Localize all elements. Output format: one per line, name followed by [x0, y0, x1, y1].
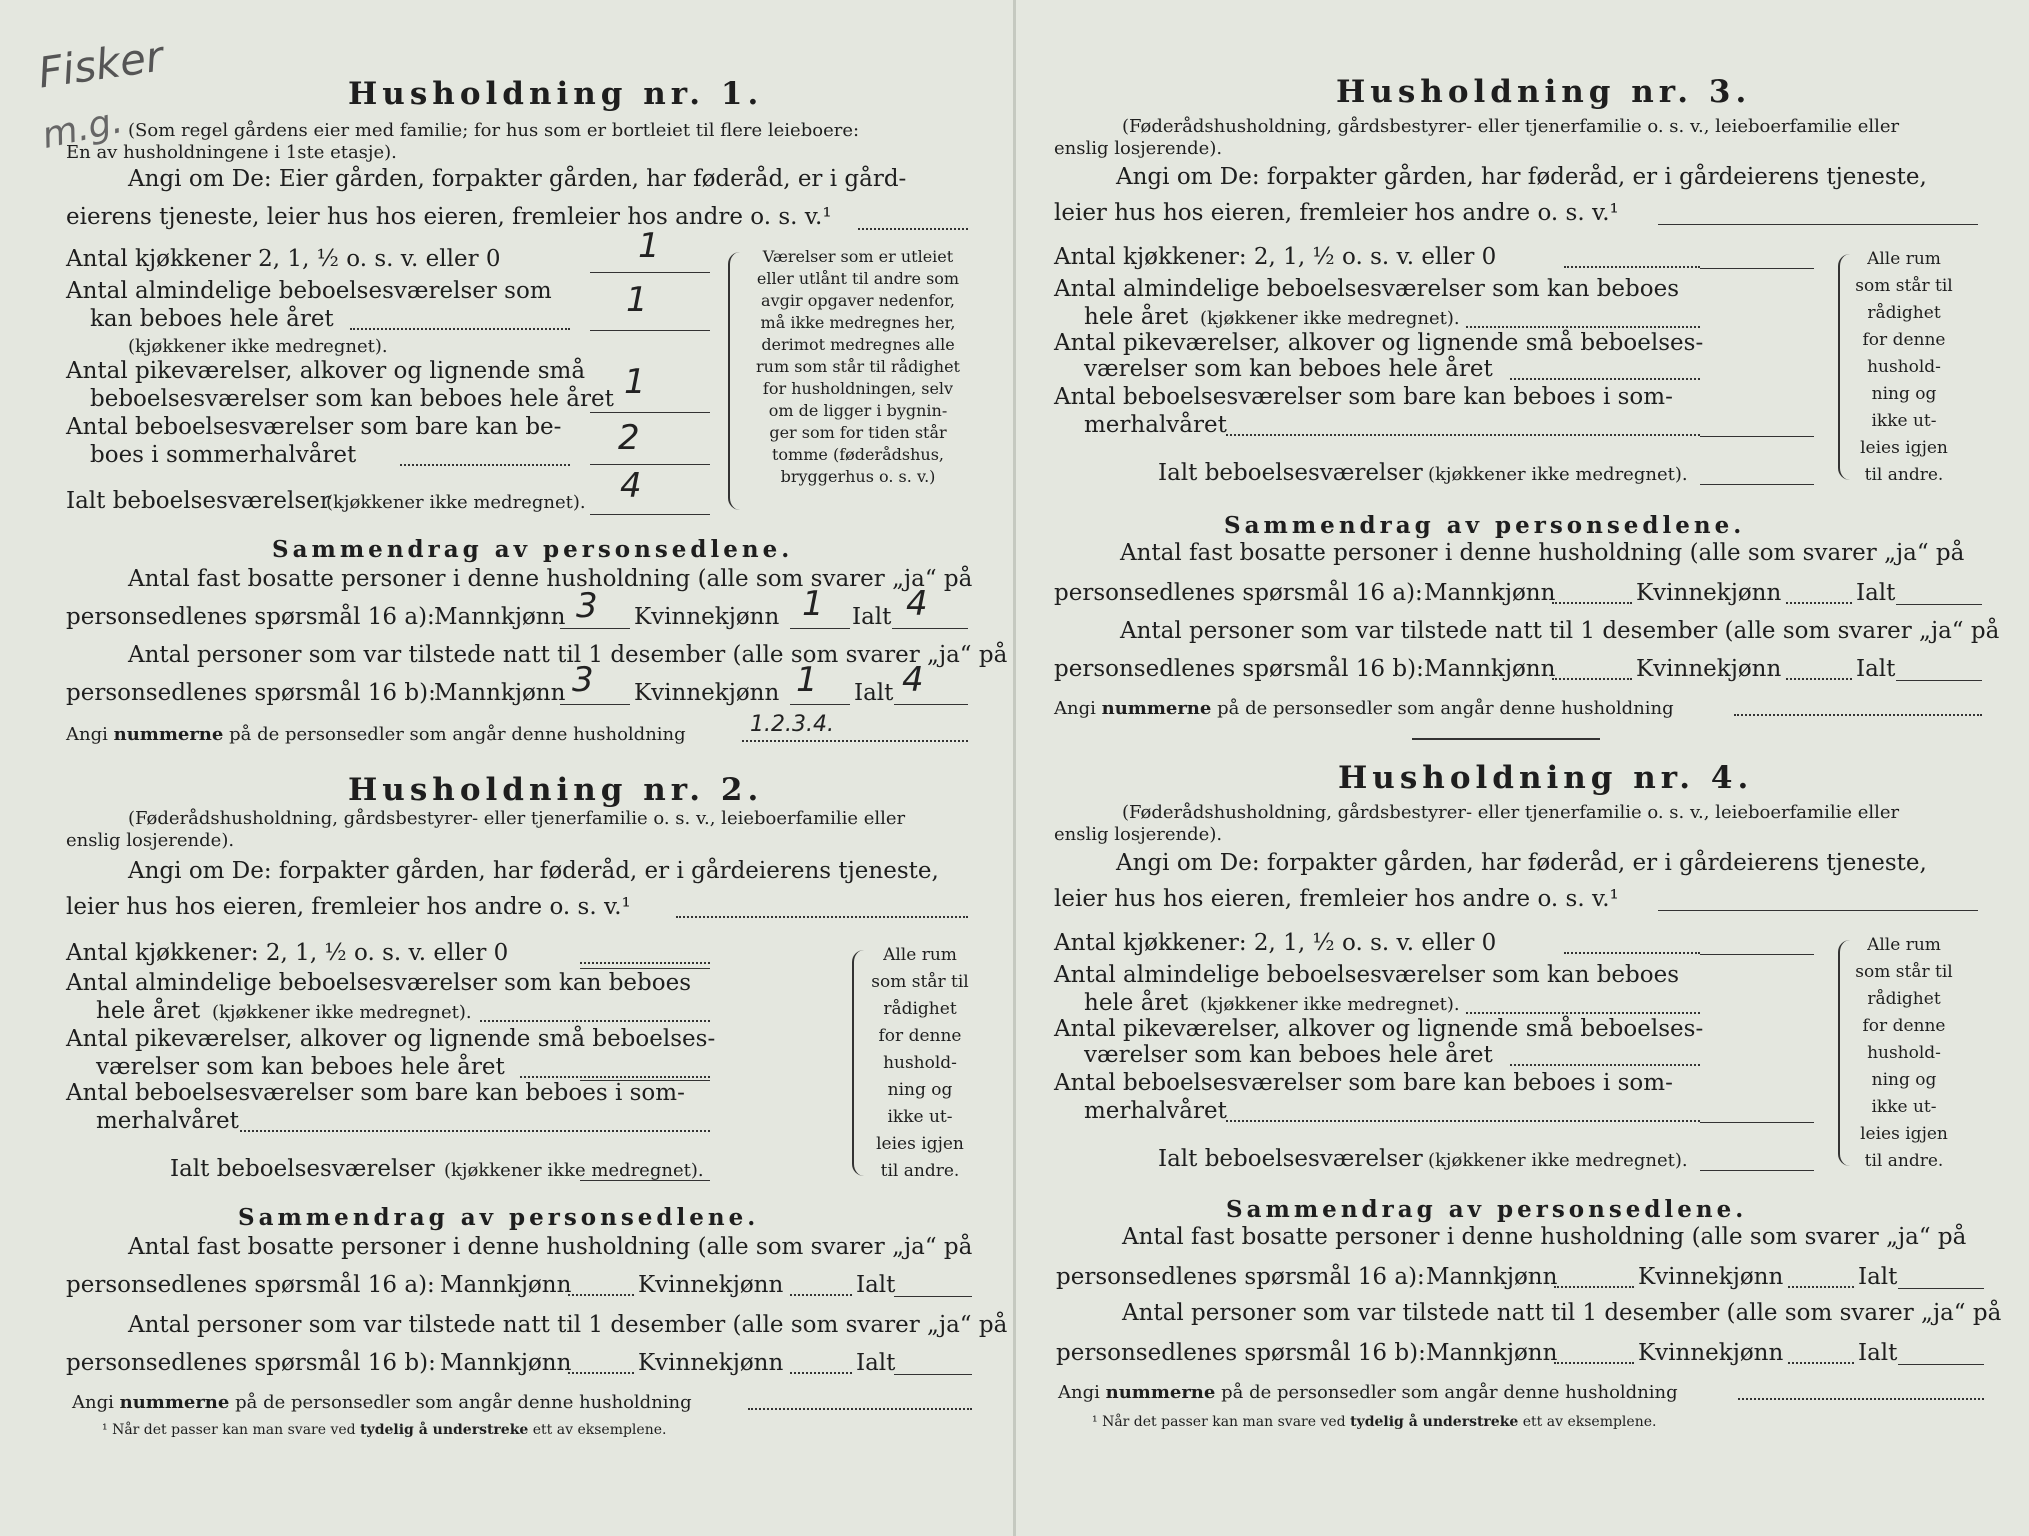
h1-row-pike-line2: beboelsesværelser som kan beboes hele året: [90, 386, 614, 412]
h1-16a-kvinne-label: Kvinnekjønn: [634, 604, 780, 630]
h3-kjokken-dots: [1564, 266, 1700, 268]
footnote-text-end: ett av eksemplene.: [1522, 1414, 1657, 1430]
note-line: avgir opgaver nedenfor,: [761, 291, 955, 310]
note-line: leies igjen: [1860, 438, 1948, 458]
h3-summary-16a-label: personsedlenes spørsmål 16 a):: [1054, 580, 1423, 606]
note-line: for denne: [1862, 1016, 1946, 1036]
h4-16b-mann-label: Mannkjønn: [1426, 1340, 1558, 1366]
h1-16a-mann-line: [560, 628, 630, 629]
h1-angi-line2: eierens tjeneste, leier hus hos eieren, fremleier hos andre o. s. v.¹: [66, 204, 832, 230]
footnote-bold: tydelig å understreke: [360, 1422, 529, 1438]
h4-16a-mann-label: Mannkjønn: [1426, 1264, 1558, 1290]
h4-row-som-line2: merhalvåret: [1084, 1098, 1227, 1124]
h3-row-alm-line2-note: (kjøkkener ikke medregnet).: [1200, 308, 1460, 329]
h1-hw-alm: 1: [626, 280, 648, 320]
h2-row-pike-line1: Antal pikeværelser, alkover og lignende små beboelses-: [66, 1026, 716, 1052]
h4-16b-kvinne-label: Kvinnekjønn: [1638, 1340, 1784, 1366]
h4-side-note: [1844, 932, 1964, 1175]
h2-summary-line1: Antal fast bosatte personer i denne husholdning (alle som svarer „ja“ på: [128, 1234, 973, 1260]
h2-16a-kvinne-label: Kvinnekjønn: [638, 1272, 784, 1298]
h1-16b-ialt-line: [894, 704, 968, 705]
h3-row-kjokken: Antal kjøkkener: 2, 1, ½ o. s. v. eller 0: [1054, 244, 1497, 270]
h2-row-som-line1: Antal beboelsesværelser som bare kan beboes i som-: [66, 1080, 685, 1106]
h2-row-alm-line2-note: (kjøkkener ikke medregnet).: [212, 1002, 472, 1023]
h1-16b-mann-label: Mannkjønn: [434, 680, 566, 706]
note-line: rådighet: [883, 999, 957, 1019]
h1-hw-kjokken: 1: [638, 226, 660, 266]
h2-angi-nummerne: [72, 1392, 692, 1413]
h4-pike-dots: [1510, 1064, 1700, 1066]
nummerne-word: nummerne: [119, 1392, 230, 1413]
h1-row-kjokken: Antal kjøkkener 2, 1, ½ o. s. v. eller 0: [66, 246, 501, 272]
h4-row-ialt-note: (kjøkkener ikke medregnet).: [1428, 1150, 1688, 1171]
h2-row-som-line2: merhalvåret: [96, 1108, 239, 1134]
note-line: rådighet: [1867, 989, 1941, 1009]
h3-title: Husholdning nr. 3.: [1336, 74, 1752, 110]
h4-row-pike-line1: Antal pikeværelser, alkover og lignende små beboelses-: [1054, 1016, 1704, 1042]
h3-angi-line2: leier hus hos eieren, fremleier hos andre o. s. v.¹: [1054, 200, 1619, 226]
h3-16b-ialt-line: [1896, 680, 1982, 681]
h2-row-kjokken: Antal kjøkkener: 2, 1, ½ o. s. v. eller 0: [66, 940, 509, 966]
left-footnote: [102, 1422, 666, 1438]
note-line: ikke ut-: [1871, 411, 1937, 431]
h3-ialt-answer-line: [1700, 484, 1814, 485]
left-page: [0, 0, 1013, 1536]
note-line: for denne: [1862, 330, 1946, 350]
h4-16a-ialt-label: Ialt: [1858, 1264, 1898, 1290]
h1-summary-line3: Antal personer som var tilstede natt til 1 desember (alle som svarer „ja“ på: [128, 642, 1008, 668]
h2-angi-line2: leier hus hos eieren, fremleier hos andre o. s. v.¹: [66, 894, 631, 920]
h2-summary-title: Sammendrag av personsedlene.: [238, 1204, 760, 1231]
h2-row-ialt-note: (kjøkkener ikke medregnet).: [444, 1160, 704, 1181]
h3-som-dots: [1226, 434, 1700, 436]
h2-side-note: [860, 942, 980, 1185]
h3-16b-ialt-label: Ialt: [1856, 656, 1896, 682]
angi-rest: på de personsedler som angår denne husholdning: [1217, 698, 1674, 719]
angi-rest: på de personsedler som angår denne husholdning: [1221, 1382, 1678, 1403]
angi-word: Angi: [1054, 698, 1096, 719]
h1-16a-kvinne-line: [790, 628, 850, 629]
h1-hw-som: 2: [618, 418, 640, 458]
note-line: som står til: [1855, 962, 1953, 982]
h3-summary-line3: Antal personer som var tilstede natt til 1 desember (alle som svarer „ja“ på: [1120, 618, 2000, 644]
h2-16b-mann-label: Mannkjønn: [440, 1350, 572, 1376]
h3-16a-ialt-line: [1896, 604, 1982, 605]
note-line: for denne: [878, 1026, 962, 1046]
h1-kjokken-answer-line: [590, 272, 710, 273]
h2-kjokken-answer-line: [580, 968, 710, 969]
h4-som-dots: [1226, 1120, 1700, 1122]
h1-hw-pike: 1: [624, 362, 646, 402]
h3-row-som-line2: merhalvåret: [1084, 412, 1227, 438]
note-line: ikke ut-: [1871, 1097, 1937, 1117]
note-line: bryggerhus o. s. v.): [780, 467, 936, 486]
h3-16b-mann-line: [1552, 678, 1632, 680]
h1-summary-16a-label: personsedlenes spørsmål 16 a):: [66, 604, 435, 630]
h4-alm-dots: [1466, 1012, 1700, 1014]
h1-som-answer-line: [590, 464, 710, 465]
h2-pike-answer-line: [580, 1080, 710, 1081]
h2-nummerne-answer-line: [748, 1408, 972, 1410]
h4-summary-16b-label: personsedlenes spørsmål 16 b):: [1056, 1340, 1426, 1366]
h1-row-alm-line1: Antal almindelige beboelsesværelser som: [66, 278, 552, 304]
h1-hw-16a-ialt: 4: [906, 584, 928, 624]
note-line: leies igjen: [1860, 1124, 1948, 1144]
h2-16a-ialt-line: [894, 1296, 972, 1297]
h3-row-pike-line2: værelser som kan beboes hele året: [1084, 356, 1493, 382]
h4-16b-ialt-label: Ialt: [1858, 1340, 1898, 1366]
h1-summary-line1: Antal fast bosatte personer i denne husholdning (alle som svarer „ja“ på: [128, 566, 973, 592]
h2-angi-line1: Angi om De: forpakter gården, har føderåd, er i gårdeierens tjeneste,: [128, 858, 939, 884]
h3-angi-answer-line: [1658, 224, 1978, 225]
angi-word: Angi: [66, 724, 108, 745]
nummerne-word: nummerne: [113, 724, 224, 745]
h4-angi-answer-line: [1658, 910, 1978, 911]
h4-summary-title: Sammendrag av personsedlene.: [1226, 1196, 1748, 1223]
h1-row-alm-line3: (kjøkkener ikke medregnet).: [128, 336, 388, 357]
h3-summary-16b-label: personsedlenes spørsmål 16 b):: [1054, 656, 1424, 682]
h1-row-ialt-note: (kjøkkener ikke medregnet).: [326, 492, 586, 513]
h1-angi-answer-line: [858, 228, 968, 230]
h4-angi-line1: Angi om De: forpakter gården, har føderåd, er i gårdeierens tjeneste,: [1116, 850, 1927, 876]
note-line: til andre.: [1864, 1151, 1944, 1171]
h1-hw-16b-kvinne: 1: [796, 660, 818, 700]
footnote-text-end: ett av eksemplene.: [532, 1422, 667, 1438]
note-line: om de ligger i bygnin-: [768, 401, 948, 420]
note-line: ning og: [1871, 384, 1937, 404]
note-line: hushold-: [1867, 357, 1941, 377]
nummerne-word: nummerne: [1105, 1382, 1216, 1403]
h4-row-alm-line2: hele året: [1084, 990, 1189, 1016]
h3-row-alm-line2: hele året: [1084, 304, 1189, 330]
h1-16a-ialt-label: Ialt: [852, 604, 892, 630]
h3-16b-kvinne-label: Kvinnekjønn: [1636, 656, 1782, 682]
note-line: som står til: [871, 972, 969, 992]
note-line: eller utlånt til andre som: [756, 269, 960, 288]
h4-summary-line1: Antal fast bosatte personer i denne husholdning (alle som svarer „ja“ på: [1122, 1224, 1967, 1250]
h1-row-som-line1: Antal beboelsesværelser som bare kan be-: [66, 414, 562, 440]
note-line: til andre.: [1864, 465, 1944, 485]
h4-kjokken-answer-line: [1700, 954, 1814, 955]
note-line: rum som står til rådighet: [756, 357, 960, 376]
h1-row-ialt: Ialt beboelsesværelser: [66, 488, 331, 514]
h1-angi-nummerne: [66, 724, 686, 745]
angi-word: Angi: [72, 1392, 114, 1413]
note-line: derimot medregnes alle: [761, 335, 955, 354]
h4-summary-line3: Antal personer som var tilstede natt til 1 desember (alle som svarer „ja“ på: [1122, 1300, 2002, 1326]
h1-summary-16b-label: personsedlenes spørsmål 16 b):: [66, 680, 436, 706]
h1-16b-kvinne-line: [790, 704, 850, 705]
h1-16a-ialt-line: [892, 628, 968, 629]
h1-alm-dots: [350, 328, 570, 330]
note-line: rådighet: [1867, 303, 1941, 323]
h2-16a-kvinne-line: [790, 1294, 852, 1296]
note-line: hushold-: [883, 1053, 957, 1073]
note-line: Alle rum: [883, 945, 957, 965]
h1-intro-line1: (Som regel gårdens eier med familie; for hus som er bortleiet til flere leieboere:: [128, 120, 860, 141]
h1-row-alm-line2: kan beboes hele året: [90, 306, 334, 332]
h4-summary-16a-label: personsedlenes spørsmål 16 a):: [1056, 1264, 1425, 1290]
h2-row-alm-line1: Antal almindelige beboelsesværelser som kan beboes: [66, 970, 692, 996]
angi-rest: på de personsedler som angår denne husholdning: [235, 1392, 692, 1413]
note-line: for husholdningen, selv: [762, 379, 954, 398]
h3-nummerne-answer-line: [1734, 714, 1982, 716]
h3-row-ialt: Ialt beboelsesværelser: [1158, 460, 1423, 486]
h4-nummerne-answer-line: [1738, 1398, 1984, 1400]
footnote-text: ¹ Når det passer kan man svare ved: [1092, 1414, 1346, 1430]
h1-alm-answer-line: [590, 330, 710, 331]
h4-title: Husholdning nr. 4.: [1338, 760, 1754, 796]
h3-16a-ialt-label: Ialt: [1856, 580, 1896, 606]
h4-row-alm-line2-note: (kjøkkener ikke medregnet).: [1200, 994, 1460, 1015]
h3-intro-line1: (Føderådshusholdning, gårdsbestyrer- eller tjenerfamilie o. s. v., leieboerfamilie eller: [1122, 116, 1900, 137]
h1-nummerne-answer-line: [742, 740, 968, 742]
h1-ialt-answer-line: [590, 514, 710, 515]
h3-angi-line1: Angi om De: forpakter gården, har føderåd, er i gårdeierens tjeneste,: [1116, 164, 1927, 190]
h2-row-pike-line2: værelser som kan beboes hele året: [96, 1054, 505, 1080]
h2-angi-answer-line: [676, 916, 968, 918]
h2-intro-line2: enslig losjerende).: [66, 830, 235, 851]
note-line: tomme (føderådshus,: [771, 445, 944, 464]
h1-hw-16a-mann: 3: [576, 586, 598, 626]
note-line: til andre.: [880, 1161, 960, 1181]
h3-summary-title: Sammendrag av personsedlene.: [1224, 512, 1746, 539]
h3-16b-kvinne-line: [1786, 678, 1852, 680]
note-line: som står til: [1855, 276, 1953, 296]
note-line: Alle rum: [1867, 249, 1941, 269]
h4-intro-line2: enslig losjerende).: [1054, 824, 1223, 845]
h2-kjokken-dots: [580, 962, 710, 964]
h3-summary-line1: Antal fast bosatte personer i denne husholdning (alle som svarer „ja“ på: [1120, 540, 1965, 566]
h2-16b-ialt-label: Ialt: [856, 1350, 896, 1376]
h4-row-kjokken: Antal kjøkkener: 2, 1, ½ o. s. v. eller 0: [1054, 930, 1497, 956]
h4-angi-nummerne: [1058, 1382, 1678, 1403]
h2-row-alm-line2: hele året: [96, 998, 201, 1024]
h2-alm-dots: [480, 1020, 710, 1022]
h2-title: Husholdning nr. 2.: [348, 772, 764, 808]
h2-ialt-answer-line: [580, 1180, 710, 1181]
h1-hw-16a-kvinne: 1: [802, 584, 824, 624]
h4-row-alm-line1: Antal almindelige beboelsesværelser som kan beboes: [1054, 962, 1680, 988]
h4-som-answer-line: [1700, 1122, 1814, 1123]
h4-16b-mann-line: [1554, 1362, 1634, 1364]
note-line: må ikke medregnes her,: [760, 313, 956, 332]
h2-16a-mann-label: Mannkjønn: [440, 1272, 572, 1298]
h2-pike-dots: [520, 1076, 710, 1078]
right-page: [1016, 0, 2029, 1536]
note-line: ning og: [887, 1080, 953, 1100]
note-line: hushold-: [1867, 1043, 1941, 1063]
h4-ialt-answer-line: [1700, 1170, 1814, 1171]
h3-16b-mann-label: Mannkjønn: [1424, 656, 1556, 682]
h4-intro-line1: (Føderådshusholdning, gårdsbestyrer- eller tjenerfamilie o. s. v., leieboerfamilie eller: [1122, 802, 1900, 823]
angi-rest: på de personsedler som angår denne husholdning: [229, 724, 686, 745]
h1-hw-nummerne: 1.2.3.4.: [750, 712, 834, 737]
h3-pike-dots: [1510, 378, 1700, 380]
h1-row-som-line2: boes i sommerhalvåret: [90, 442, 357, 468]
footnote-bold: tydelig å understreke: [1350, 1414, 1519, 1430]
right-footnote: [1092, 1414, 1656, 1430]
h4-row-ialt: Ialt beboelsesværelser: [1158, 1146, 1423, 1172]
h4-row-pike-line2: værelser som kan beboes hele året: [1084, 1042, 1493, 1068]
h1-16a-mann-label: Mannkjønn: [434, 604, 566, 630]
h1-16b-kvinne-label: Kvinnekjønn: [634, 680, 780, 706]
h4-16a-kvinne-label: Kvinnekjønn: [1638, 1264, 1784, 1290]
h3-row-alm-line1: Antal almindelige beboelsesværelser som kan beboes: [1054, 276, 1680, 302]
h3-som-answer-line: [1700, 436, 1814, 437]
h1-som-dots: [400, 464, 570, 466]
note-line: leies igjen: [876, 1134, 964, 1154]
h1-title: Husholdning nr. 1.: [348, 76, 764, 112]
h4-16a-mann-line: [1554, 1286, 1634, 1288]
note-line: ikke ut-: [887, 1107, 953, 1127]
h3-16a-kvinne-label: Kvinnekjønn: [1636, 580, 1782, 606]
h2-16a-ialt-label: Ialt: [856, 1272, 896, 1298]
h3-row-som-line1: Antal beboelsesværelser som bare kan beboes i som-: [1054, 384, 1673, 410]
h4-16b-ialt-line: [1898, 1364, 1984, 1365]
h1-hw-ialt: 4: [620, 466, 642, 506]
h3-16a-mann-label: Mannkjønn: [1424, 580, 1556, 606]
section-separator: [1412, 738, 1600, 740]
h2-row-ialt: Ialt beboelsesværelser: [170, 1156, 435, 1182]
footnote-text: ¹ Når det passer kan man svare ved: [102, 1422, 356, 1438]
note-line: ger som for tiden står: [769, 423, 947, 442]
h3-16a-mann-line: [1552, 602, 1632, 604]
note-line: ning og: [1871, 1070, 1937, 1090]
h1-16b-ialt-label: Ialt: [854, 680, 894, 706]
note-line: Alle rum: [1867, 935, 1941, 955]
h2-som-dots: [240, 1130, 710, 1132]
h1-intro-line2: En av husholdningene i 1ste etasje).: [66, 142, 397, 163]
h4-16a-ialt-line: [1898, 1288, 1984, 1289]
h4-kjokken-dots: [1564, 952, 1700, 954]
nummerne-word: nummerne: [1101, 698, 1212, 719]
h3-row-ialt-note: (kjøkkener ikke medregnet).: [1428, 464, 1688, 485]
h1-row-pike-line1: Antal pikeværelser, alkover og lignende små: [66, 358, 586, 384]
h2-summary-line3: Antal personer som var tilstede natt til 1 desember (alle som svarer „ja“ på: [128, 1312, 1008, 1338]
h3-intro-line2: enslig losjerende).: [1054, 138, 1223, 159]
h2-summary-16b-label: personsedlenes spørsmål 16 b):: [66, 1350, 436, 1376]
h3-16a-kvinne-line: [1786, 602, 1852, 604]
h1-summary-title: Sammendrag av personsedlene.: [272, 536, 794, 563]
margin-note-mg: m.g.: [38, 100, 127, 157]
margin-note-fisker: Fisker: [35, 31, 166, 98]
h1-hw-16b-ialt: 4: [902, 660, 924, 700]
h3-alm-dots: [1466, 326, 1700, 328]
h1-angi-line1: Angi om De: Eier gården, forpakter gården, har føderåd, er i gård-: [128, 166, 907, 192]
h3-angi-nummerne: [1054, 698, 1674, 719]
h2-intro-line1: (Føderådshusholdning, gårdsbestyrer- eller tjenerfamilie o. s. v., leieboerfamilie eller: [128, 808, 906, 829]
h2-16b-kvinne-line: [790, 1372, 852, 1374]
h1-side-note: [738, 246, 978, 488]
h2-16b-kvinne-label: Kvinnekjønn: [638, 1350, 784, 1376]
h3-side-note: [1844, 246, 1964, 489]
angi-word: Angi: [1058, 1382, 1100, 1403]
h2-summary-16a-label: personsedlenes spørsmål 16 a):: [66, 1272, 435, 1298]
h4-angi-line2: leier hus hos eieren, fremleier hos andre o. s. v.¹: [1054, 886, 1619, 912]
h4-16b-kvinne-line: [1788, 1362, 1854, 1364]
h1-hw-16b-mann: 3: [572, 660, 594, 700]
h1-pike-answer-line: [590, 412, 710, 413]
h2-16b-mann-line: [568, 1372, 634, 1374]
h3-row-pike-line1: Antal pikeværelser, alkover og lignende små beboelses-: [1054, 330, 1704, 356]
h2-16b-ialt-line: [894, 1374, 972, 1375]
h3-kjokken-answer-line: [1700, 268, 1814, 269]
h4-16a-kvinne-line: [1788, 1286, 1854, 1288]
note-line: Værelser som er utleiet: [762, 247, 954, 266]
h1-16b-mann-line: [560, 704, 630, 705]
h4-row-som-line1: Antal beboelsesværelser som bare kan beboes i som-: [1054, 1070, 1673, 1096]
h2-16a-mann-line: [568, 1294, 634, 1296]
